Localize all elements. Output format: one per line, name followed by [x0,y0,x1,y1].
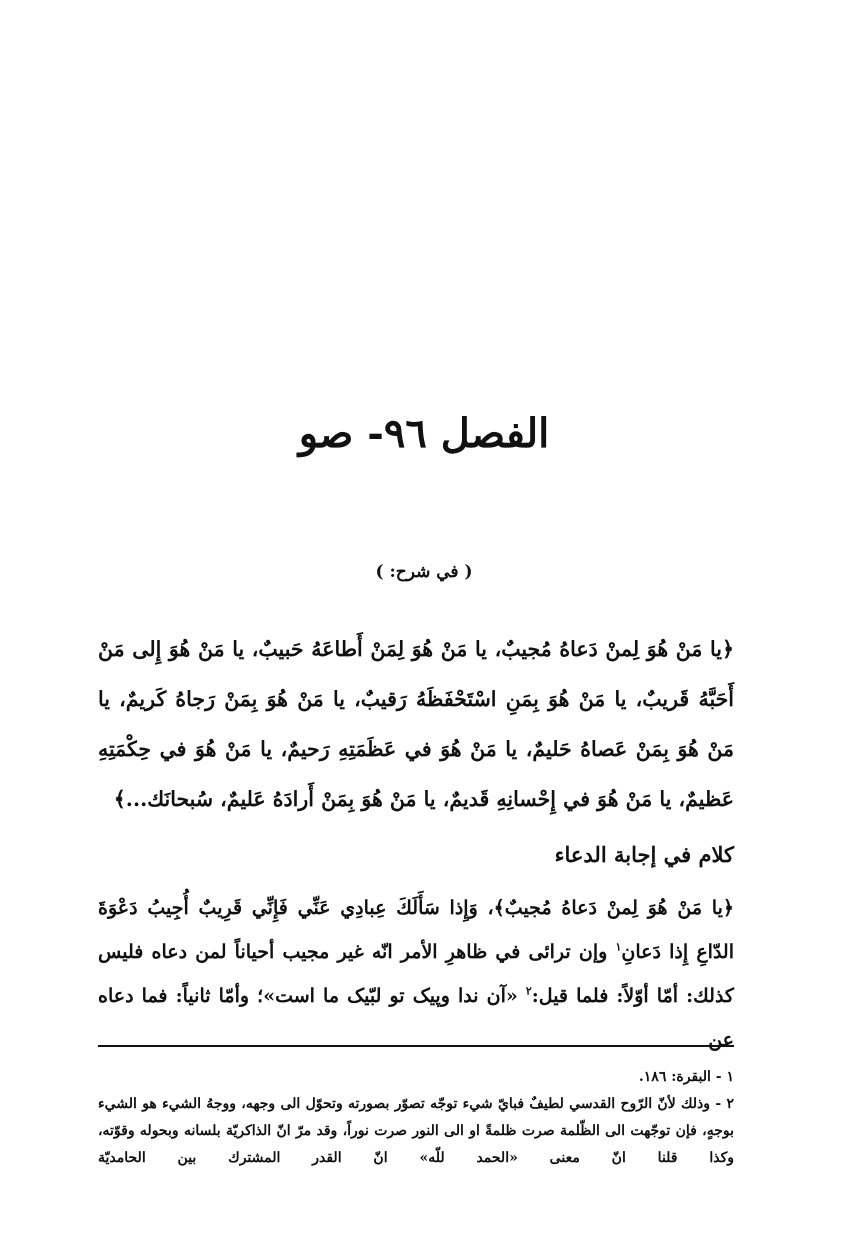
body-line-3-start: كذلك: أمّا أوّلاً: فلما قيل: [531,985,734,1007]
footnote-ref-1[interactable]: ١ [615,940,622,954]
chapter-title: الفصل ٩٦- صو [298,410,550,457]
body-line-2-start: الدّاعِ إِذا دَعانِ [621,941,734,963]
footnote-ref-2[interactable]: ٢ [525,984,532,998]
footnote-1: ١ - البقرة: ١٨٦. [638,1069,734,1085]
footnote-divider [98,1045,734,1047]
body-line-3-end: «آن ندا وپيک تو لبّيک ما است»؛ وأمّا ثانياً: فما دعاه عن [98,985,734,1051]
body-paragraph [98,886,734,1062]
footnote-2: ٢ - وذلك لأنّ الرّوح القدسي لطيفٌ فبايّ شيء توجّه تصوّر بصورته وتحوّل الى وجهه، ووجهُ الشيء هو الشيء بوجهٍ، فإن توجّهت الى الظّلمة صرت ظلمةً او الى النور صرت نوراً، وقد مرّ انّ الذاكريّة بلسانه وبحوله وقوّته، وكذا قلنا انّ معنى «الحمد للّه» انّ القدر المشترك بين الحامديّة [98,1096,734,1166]
body-line-2 [98,930,734,974]
section-heading: كلام في إجابة الدعاء [554,842,734,867]
supplication-verse: ﴿يا مَنْ هُوَ لِمنْ دَعاهُ مُجيبٌ، يا مَنْ هُوَ لِمَنْ أَطاعَهُ حَبيبٌ، يا مَنْ هُوَ إِلى مَنْ أَحَبَّهُ قَريبٌ، يا مَنْ هُوَ بِمَنِ اسْتَحْفَظَهُ رَقيبٌ، يا مَنْ هُوَ بِمَنْ رَجاهُ كَريمٌ، يا مَنْ هُوَ بِمَنْ عَصاهُ حَليمٌ، يا مَنْ هُوَ في عَظَمَتِهِ رَحيمٌ، يا مَنْ هُوَ في حِكْمَتِهِ عَظيمٌ، يا مَنْ هُوَ في إِحْسانِهِ قَديمٌ، يا مَنْ هُوَ بِمَنْ أَرادَهُ عَليمٌ، سُبحانَك...﴾ [98,637,734,811]
chapter-subtitle: ( في شرح: ) [375,562,473,582]
body-line-2-end: وإن ترائى في ظاهرِ الأمر انّه غير مجيب أحياناً لمن دعاه فليس [98,941,616,963]
body-line-3 [98,974,734,1062]
body-line-1: ﴿يا مَنْ هُوَ لِمنْ دَعاهُ مُجيبٌ﴾، وَإِذا سَأَلَكَ عِبادِي عَنِّي فَإِنِّي قَرِيبٌ أُجِيبُ دَعْوَةَ [98,897,734,919]
footnotes [98,1064,734,1172]
